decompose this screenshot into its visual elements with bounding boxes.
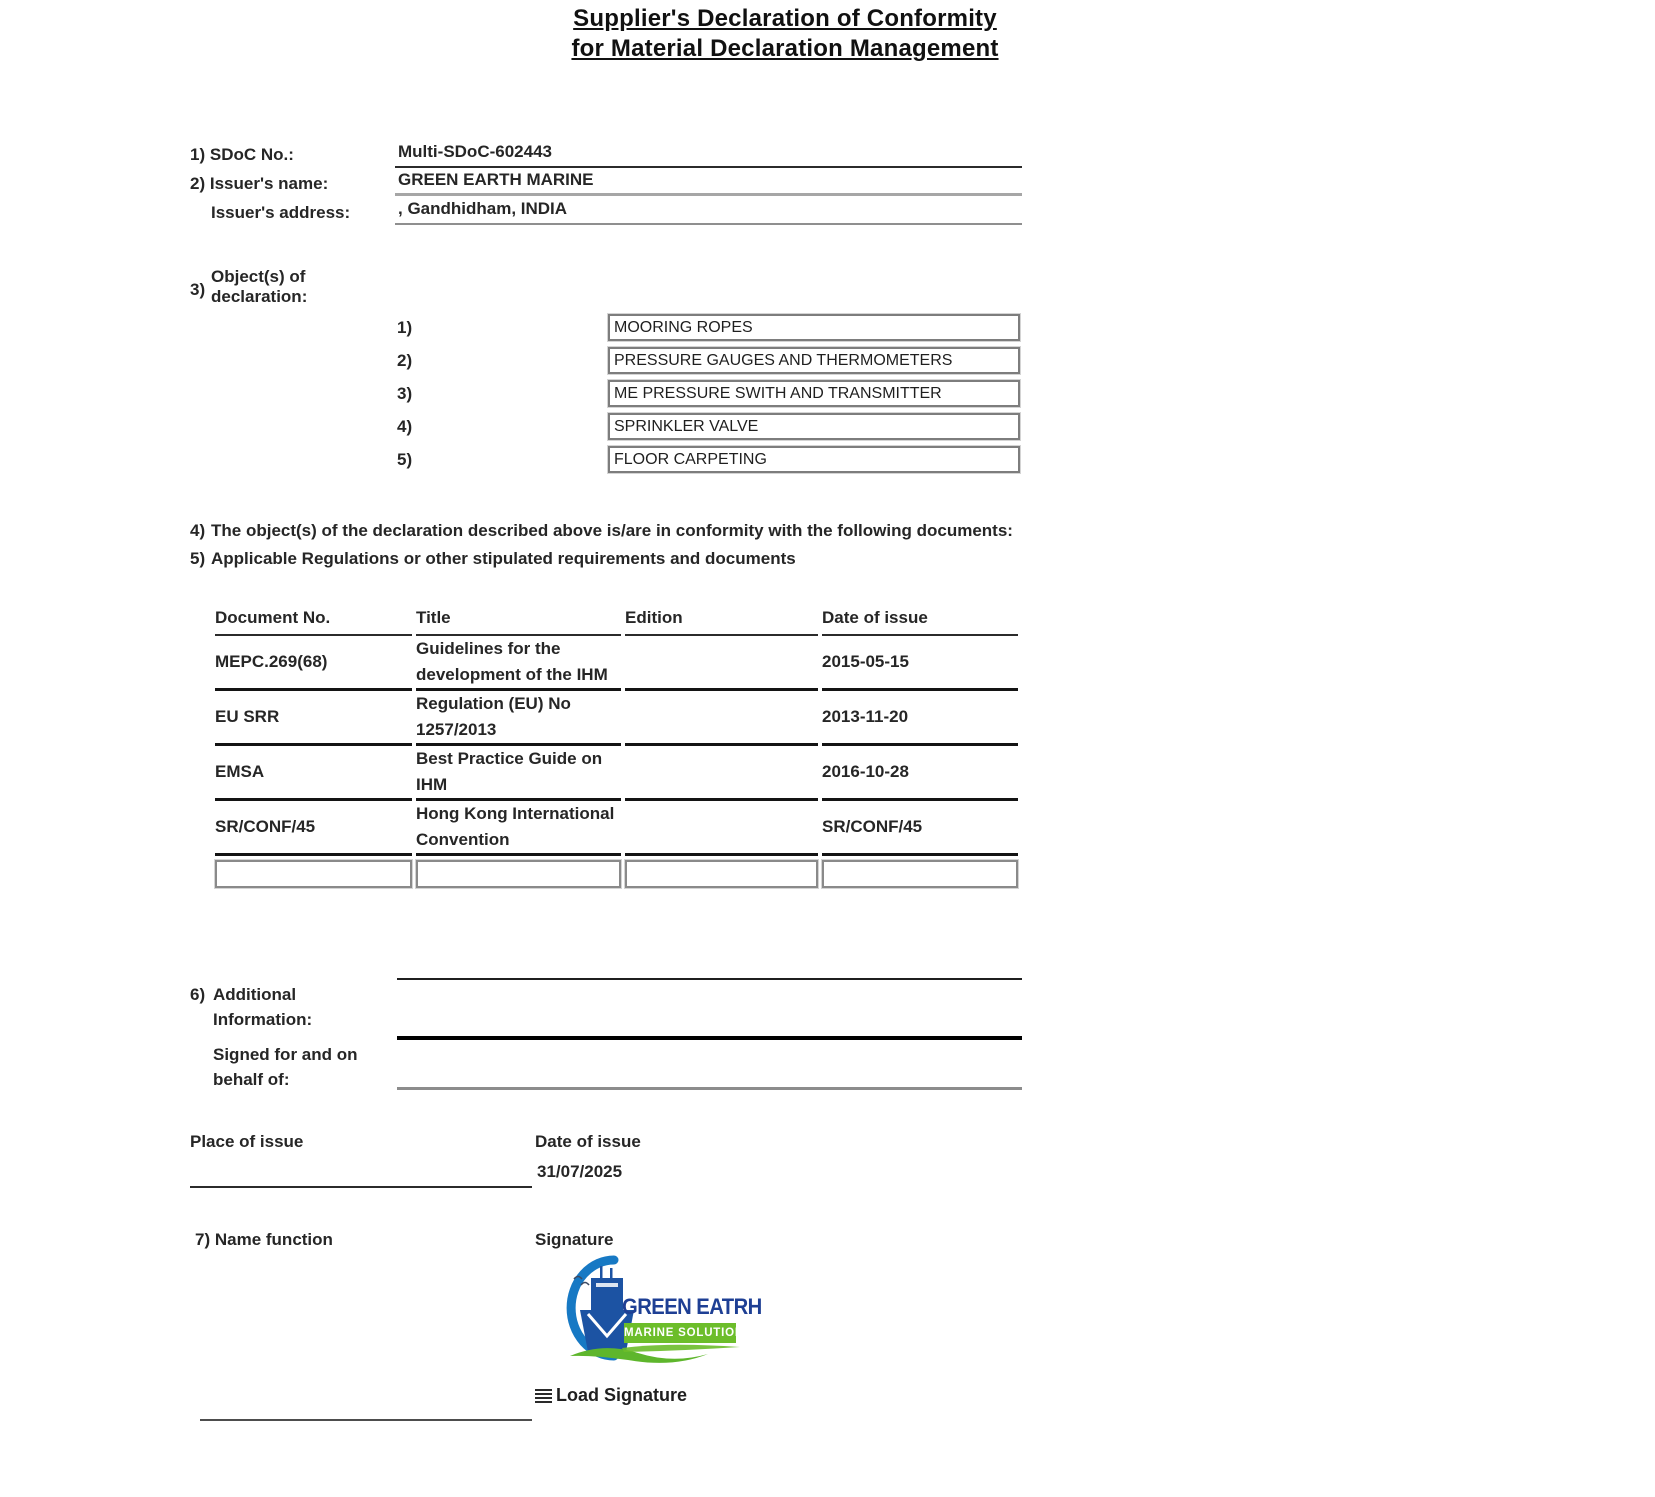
load-signature-button[interactable] bbox=[535, 1385, 687, 1406]
object-item-number: 2) bbox=[397, 351, 413, 370]
issuer-address-field[interactable]: , Gandhidham, INDIA bbox=[395, 199, 1022, 225]
table-cell-title: Hong Kong International Convention bbox=[416, 801, 621, 856]
statement-5-number: 5) bbox=[190, 549, 206, 568]
sdoc-no-label-row bbox=[190, 145, 294, 165]
table-cell-doc-no: EMSA bbox=[215, 746, 412, 801]
documents-table bbox=[215, 608, 1022, 888]
table-empty-input-title[interactable] bbox=[416, 860, 621, 888]
sdoc-no-number: 1) bbox=[190, 145, 206, 164]
issuer-name-label-row bbox=[190, 174, 328, 194]
logo-brand-text: GREEN EATRH bbox=[622, 1294, 762, 1319]
object-item-number: 3) bbox=[397, 384, 413, 403]
table-header-date-of-issue: Date of issue bbox=[822, 608, 1018, 636]
object-item-number: 4) bbox=[397, 417, 413, 436]
objects-section-number: 3) bbox=[190, 280, 206, 299]
signed-behalf-label-line-1: Signed for and on bbox=[213, 1045, 358, 1064]
table-header-document-no: Document No. bbox=[215, 608, 412, 636]
table-empty-input-date[interactable] bbox=[822, 860, 1018, 888]
table-cell-doc-no: EU SRR bbox=[215, 691, 412, 746]
table-empty-input-doc-no[interactable] bbox=[215, 860, 412, 888]
table-cell-edition bbox=[625, 636, 818, 691]
object-item-number: 1) bbox=[397, 318, 413, 337]
table-cell-edition bbox=[625, 746, 818, 801]
objects-label-line-1: Object(s) of bbox=[211, 267, 306, 286]
statement-4 bbox=[190, 521, 1050, 541]
table-cell-edition bbox=[625, 691, 818, 746]
additional-section-number: 6) bbox=[190, 985, 206, 1004]
name-function-label: Name function bbox=[214, 1230, 333, 1249]
signature-label: Signature bbox=[535, 1230, 614, 1249]
list-lines-icon bbox=[535, 1389, 552, 1403]
table-cell-edition bbox=[625, 801, 818, 856]
table-cell-title: Regulation (EU) No 1257/2013 bbox=[416, 691, 621, 746]
objects-section-label bbox=[211, 267, 307, 307]
name-function-row bbox=[195, 1230, 333, 1250]
issuer-address-label: Issuer's address: bbox=[211, 203, 351, 222]
date-of-issue-label: Date of issue bbox=[535, 1132, 641, 1151]
object-item-input-5[interactable]: FLOOR CARPETING bbox=[608, 446, 1020, 473]
page-title bbox=[390, 4, 1180, 64]
additional-info-line-2[interactable] bbox=[397, 1036, 1022, 1040]
object-item-number: 5) bbox=[397, 450, 413, 469]
additional-label-line-2: Information: bbox=[213, 1010, 313, 1029]
table-cell-title: Guidelines for the development of the IHM bbox=[416, 636, 621, 691]
name-function-number: 7) bbox=[195, 1230, 211, 1249]
object-item-input-3[interactable]: ME PRESSURE SWITH AND TRANSMITTER bbox=[608, 380, 1020, 407]
sdoc-no-field[interactable]: Multi-SDoC-602443 bbox=[395, 142, 1022, 168]
objects-label-line-2: declaration: bbox=[211, 287, 308, 306]
issuer-name-number: 2) bbox=[190, 174, 206, 193]
object-item-input-4[interactable]: SPRINKLER VALVE bbox=[608, 413, 1020, 440]
load-signature-label: Load Signature bbox=[556, 1385, 688, 1405]
table-cell-doc-no: SR/CONF/45 bbox=[215, 801, 412, 856]
page-title-line-2: for Material Declaration Management bbox=[571, 35, 999, 62]
table-header-edition: Edition bbox=[625, 608, 818, 636]
table-cell-date: 2015-05-15 bbox=[822, 636, 1018, 691]
issuer-name-field[interactable]: GREEN EARTH MARINE bbox=[395, 170, 1022, 196]
signed-behalf-label-line-2: behalf of: bbox=[213, 1070, 290, 1089]
company-logo bbox=[558, 1252, 762, 1367]
statement-4-number: 4) bbox=[190, 521, 206, 540]
logo-tagline-text: MARINE SOLUTIONS bbox=[624, 1323, 736, 1343]
additional-label-line-1: Additional bbox=[213, 985, 297, 1004]
statement-5-text: Applicable Regulations or other stipulated requirements and documents bbox=[211, 549, 796, 568]
table-empty-input-edition[interactable] bbox=[625, 860, 818, 888]
place-of-issue-label: Place of issue bbox=[190, 1132, 304, 1151]
statement-4-text: The object(s) of the declaration described above is/are in conformity with the following documents: bbox=[211, 521, 1013, 540]
object-item-input-1[interactable]: MOORING ROPES bbox=[608, 314, 1020, 341]
issuer-name-label: Issuer's name: bbox=[209, 174, 329, 193]
statement-5 bbox=[190, 549, 1050, 569]
table-cell-date: SR/CONF/45 bbox=[822, 801, 1018, 856]
table-header-title: Title bbox=[416, 608, 621, 636]
additional-info-line-1[interactable] bbox=[397, 978, 1022, 980]
object-item-input-2[interactable]: PRESSURE GAUGES AND THERMOMETERS bbox=[608, 347, 1020, 374]
table-cell-date: 2016-10-28 bbox=[822, 746, 1018, 801]
sdoc-no-label: SDoC No.: bbox=[209, 145, 294, 164]
signed-behalf-line[interactable] bbox=[397, 1087, 1022, 1090]
name-function-signature-line[interactable] bbox=[200, 1419, 532, 1421]
page-title-line-1: Supplier's Declaration of Conformity bbox=[573, 5, 997, 32]
table-cell-title: Best Practice Guide on IHM bbox=[416, 746, 621, 801]
table-cell-doc-no: MEPC.269(68) bbox=[215, 636, 412, 691]
date-of-issue-value: 31/07/2025 bbox=[537, 1162, 623, 1181]
place-of-issue-line[interactable] bbox=[190, 1186, 532, 1188]
table-cell-date: 2013-11-20 bbox=[822, 691, 1018, 746]
